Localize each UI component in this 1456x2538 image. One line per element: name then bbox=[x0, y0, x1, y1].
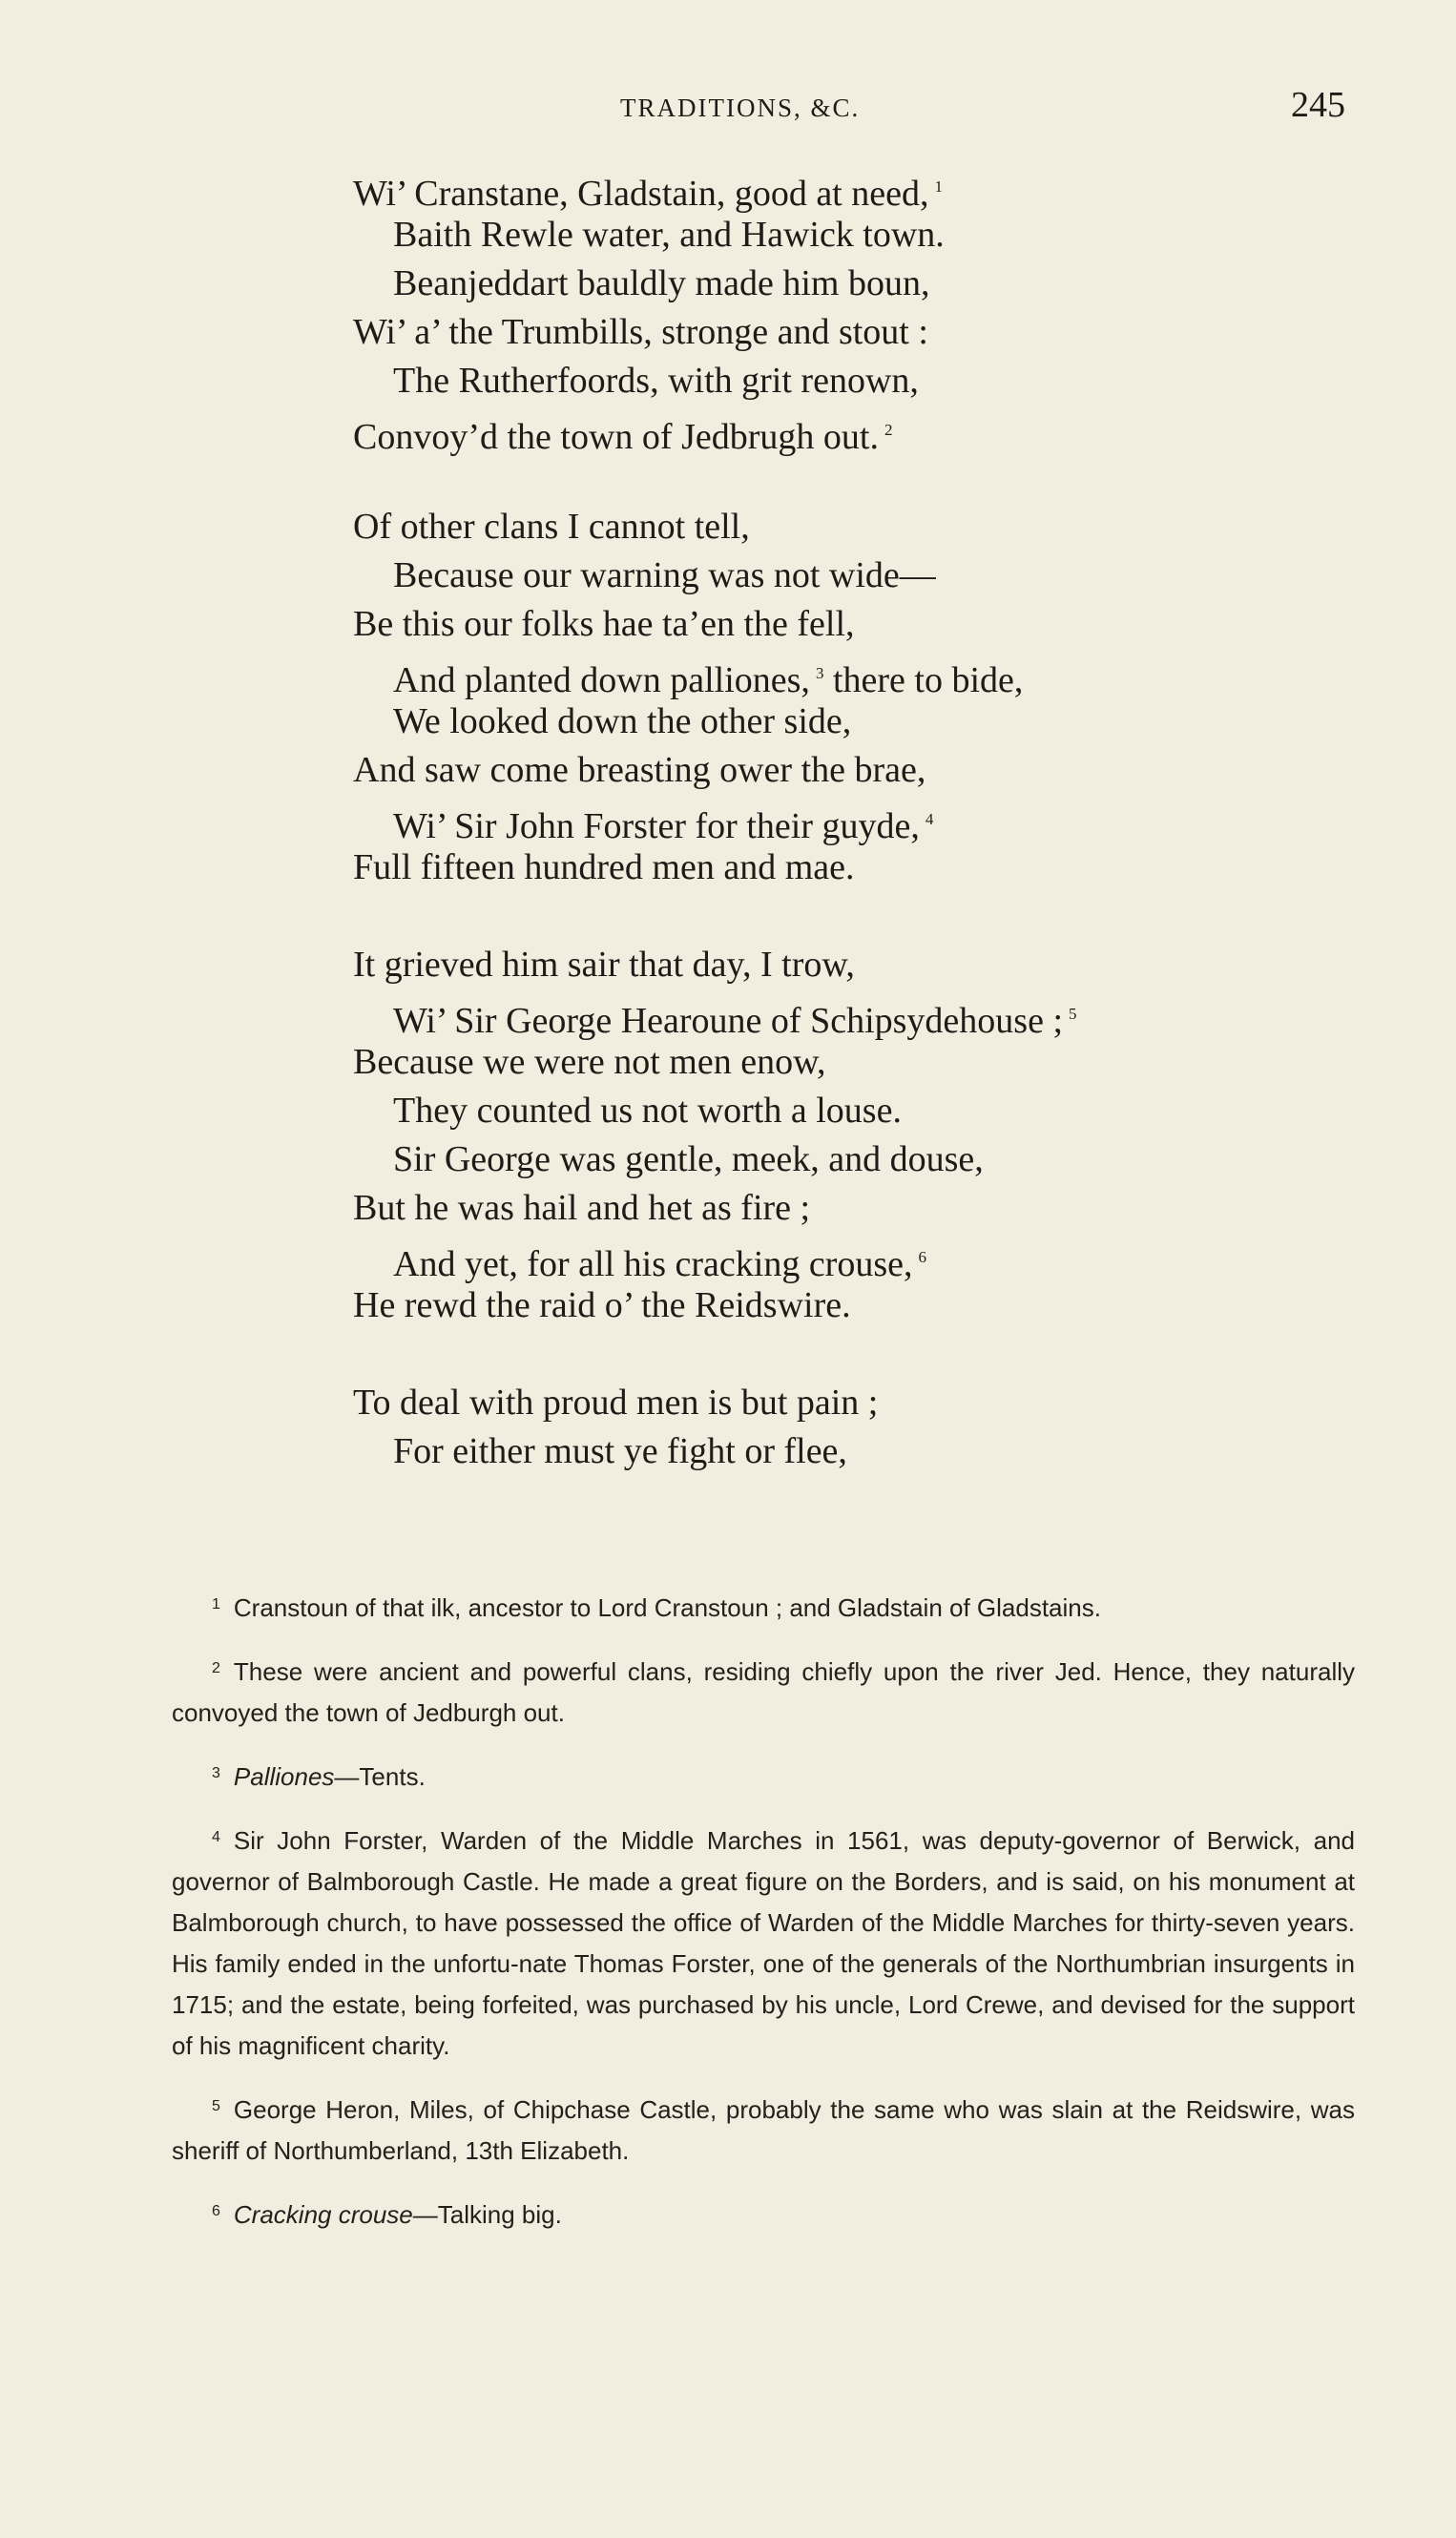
verse-line bbox=[353, 1038, 1307, 1087]
footnote bbox=[172, 2086, 1355, 2172]
footnote bbox=[172, 1584, 1355, 1629]
stanza bbox=[353, 503, 1307, 892]
verse-line bbox=[353, 1427, 1307, 1476]
footnote-text: —Talking big. bbox=[412, 2200, 562, 2229]
verse-line bbox=[353, 795, 1307, 846]
verse-line-text: Be this our folks hae ta’en the fell, bbox=[353, 604, 855, 644]
running-head bbox=[172, 84, 1345, 132]
footnote bbox=[172, 1648, 1355, 1734]
footnote-number: 3 bbox=[212, 1765, 220, 1781]
footnote-marker: 2 bbox=[884, 421, 893, 439]
footnote-term: Palliones bbox=[233, 1762, 335, 1791]
verse-line bbox=[353, 649, 1307, 700]
verse-line-text: It grieved him sair that day, I trow, bbox=[353, 945, 855, 985]
footnote-marker: 6 bbox=[918, 1248, 926, 1266]
verse-line bbox=[353, 1087, 1307, 1135]
verse-line bbox=[353, 162, 1307, 214]
stanza bbox=[353, 162, 1307, 457]
verse-line-text: He rewd the raid o’ the Reidswire. bbox=[353, 1285, 851, 1325]
verse-line bbox=[353, 211, 1307, 260]
footnotes bbox=[172, 1584, 1355, 2255]
verse-line-text: To deal with proud men is but pain ; bbox=[353, 1383, 879, 1423]
verse-line bbox=[353, 600, 1307, 649]
verse-line-continuation: there to bide, bbox=[823, 660, 1024, 700]
footnote-number: 2 bbox=[212, 1660, 220, 1676]
footnote-number: 1 bbox=[212, 1596, 220, 1612]
footnote-text: George Heron, Miles, of Chipchase Castle, probably the same who was slain at the Reidswire, was sheriff of Northumberland, 13th Elizabeth. bbox=[172, 2095, 1355, 2165]
page-number: 245 bbox=[1291, 85, 1345, 125]
verse-line-text: And yet, for all his cracking crouse, bbox=[393, 1244, 913, 1284]
stanza bbox=[353, 941, 1307, 1330]
verse-line-text: Wi’ a’ the Trumbills, stronge and stout : bbox=[353, 312, 928, 352]
verse-line-text: The Rutherfoords, with grit renown, bbox=[393, 361, 919, 401]
footnote bbox=[172, 1817, 1355, 2067]
verse-line-text: Sir George was gentle, meek, and douse, bbox=[393, 1139, 984, 1179]
verse-line bbox=[353, 1281, 1307, 1330]
verse-line bbox=[353, 989, 1307, 1041]
footnote-text: Sir John Forster, Warden of the Middle Marches in 1561, was deputy-governor of Berwick, and governor of Balmborough Castle. He made a great figure on the Borders, and is said, on his monument at Balmborough church, to have possessed the office of Warden of the Middle Marches for thirty-seven years. His family ended in the unfortu-nate Thomas Forster, one of the generals of the Northumbrian insurgents in 1715; and the estate, being forfeited, was purchased by his uncle, Lord Crewe, and devised for the support of his magnificent charity. bbox=[172, 1826, 1355, 2060]
footnote-text: These were ancient and powerful clans, residing chiefly upon the river Jed. Hence, they naturally convoyed the town of Jedburgh out. bbox=[172, 1657, 1355, 1727]
verse-line-text: For either must ye fight or flee, bbox=[393, 1431, 847, 1471]
verse-line-text: And saw come breasting ower the brae, bbox=[353, 750, 926, 790]
verse-line-text: But he was hail and het as fire ; bbox=[353, 1188, 811, 1228]
verse-line-text: Of other clans I cannot tell, bbox=[353, 507, 750, 547]
verse-line bbox=[353, 746, 1307, 795]
verse-line-text: Because our warning was not wide— bbox=[393, 555, 936, 595]
footnote bbox=[172, 1753, 1355, 1798]
verse-line bbox=[353, 1379, 1307, 1427]
footnote-marker: 1 bbox=[934, 177, 943, 196]
footnote-marker: 5 bbox=[1069, 1005, 1077, 1023]
verse-line-text: Because we were not men enow, bbox=[353, 1042, 826, 1082]
footnote-term: Cracking crouse bbox=[233, 2200, 413, 2229]
verse-line bbox=[353, 1184, 1307, 1233]
verse-line bbox=[353, 406, 1307, 457]
verse-line bbox=[353, 308, 1307, 357]
verse-line-text: Full fifteen hundred men and mae. bbox=[353, 847, 855, 887]
verse-line bbox=[353, 551, 1307, 600]
footnote-marker: 3 bbox=[815, 664, 824, 682]
verse-line-text: We looked down the other side, bbox=[393, 701, 852, 741]
verse-line-text: Beanjeddart bauldly made him boun, bbox=[393, 263, 930, 303]
poem-verse bbox=[353, 162, 1307, 1525]
verse-line-text: Wi’ Cranstane, Gladstain, good at need, bbox=[353, 174, 929, 214]
verse-line-text: They counted us not worth a louse. bbox=[393, 1091, 902, 1131]
verse-line-text: And planted down palliones, bbox=[393, 660, 810, 700]
verse-line bbox=[353, 357, 1307, 406]
footnote-number: 4 bbox=[212, 1829, 220, 1845]
footnote-number: 5 bbox=[212, 2098, 220, 2114]
footnote bbox=[172, 2191, 1355, 2236]
stanza bbox=[353, 1379, 1307, 1476]
verse-line bbox=[353, 503, 1307, 551]
verse-line bbox=[353, 843, 1307, 892]
footnote-marker: 4 bbox=[925, 810, 934, 828]
footnote-text: Cranstoun of that ilk, ancestor to Lord Cranstoun ; and Gladstain of Gladstains. bbox=[233, 1593, 1101, 1622]
verse-line bbox=[353, 1233, 1307, 1284]
verse-line bbox=[353, 697, 1307, 746]
footnote-text: —Tents. bbox=[334, 1762, 426, 1791]
verse-line-text: Wi’ Sir George Hearoune of Schipsydehouse ; bbox=[393, 1001, 1063, 1041]
verse-line bbox=[353, 260, 1307, 308]
verse-line-text: Convoy’d the town of Jedbrugh out. bbox=[353, 417, 879, 457]
verse-line bbox=[353, 1135, 1307, 1184]
verse-line-text: Wi’ Sir John Forster for their guyde, bbox=[393, 806, 920, 846]
verse-line bbox=[353, 941, 1307, 989]
running-title: TRADITIONS, &C. bbox=[620, 94, 861, 122]
footnote-number: 6 bbox=[212, 2203, 220, 2219]
verse-line-text: Baith Rewle water, and Hawick town. bbox=[393, 215, 945, 255]
